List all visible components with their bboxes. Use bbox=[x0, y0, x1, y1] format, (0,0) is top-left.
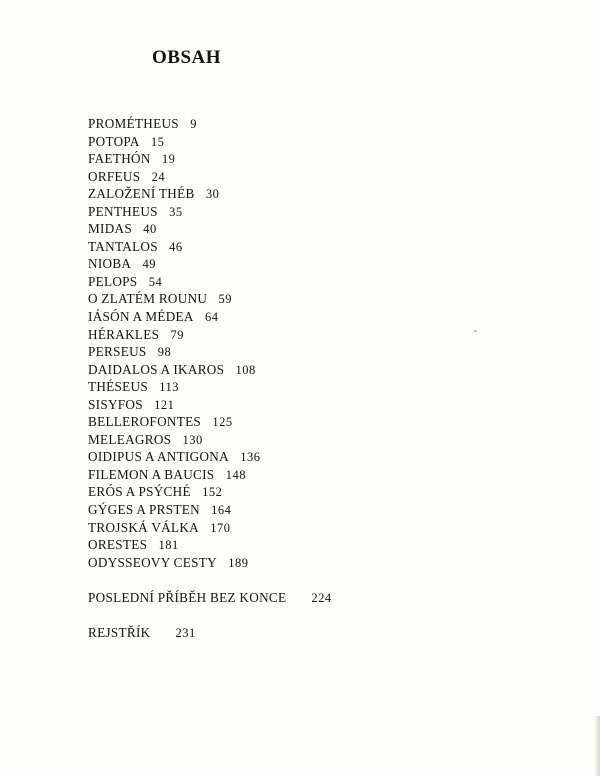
toc-entry-page: 224 bbox=[311, 591, 332, 605]
toc-entry bbox=[88, 238, 260, 256]
toc-entry-title: FAETHÓN bbox=[88, 151, 151, 167]
toc-entry-page: 30 bbox=[205, 187, 220, 202]
toc-entry-title: FILEMON A BAUCIS bbox=[88, 466, 215, 482]
toc-entry-page: 9 bbox=[190, 117, 197, 131]
toc-entry-title: ODYSSEOVY CESTY bbox=[88, 554, 217, 570]
toc-entry bbox=[88, 536, 260, 554]
toc-entry bbox=[88, 203, 260, 221]
toc-entry bbox=[88, 483, 260, 501]
toc-entry-page: 189 bbox=[228, 555, 249, 570]
toc-entry-title: ORESTES bbox=[88, 537, 148, 553]
toc-entry bbox=[88, 413, 260, 431]
toc-entry bbox=[88, 378, 260, 396]
toc-entry-title: OIDIPUS A ANTIGONA bbox=[88, 449, 229, 465]
toc-entry bbox=[88, 431, 260, 449]
toc-entry bbox=[88, 185, 260, 203]
toc-entry bbox=[88, 133, 260, 151]
toc-entry-page: 125 bbox=[212, 415, 233, 430]
toc-entry-title: POSLEDNÍ PŘÍBĚH BEZ KONCE bbox=[88, 590, 287, 605]
toc-entry bbox=[88, 308, 260, 326]
toc-entry-title: TANTALOS bbox=[88, 238, 158, 254]
table-of-contents bbox=[88, 115, 260, 571]
toc-entry bbox=[88, 255, 260, 273]
toc-entry-title: PENTHEUS bbox=[88, 203, 158, 219]
toc-entry-title: NIOBA bbox=[88, 256, 132, 272]
toc-entry-page: 130 bbox=[182, 432, 203, 447]
toc-entry-title: GÝGES A PRSTEN bbox=[88, 502, 200, 518]
toc-entry-title: ZALOŽENÍ THÉB bbox=[88, 186, 195, 202]
toc-entry-title: BELLEROFONTES bbox=[88, 414, 202, 430]
toc-entry bbox=[88, 466, 260, 484]
toc-entry-page: 170 bbox=[210, 520, 231, 535]
toc-entry-epilogue bbox=[88, 589, 332, 608]
toc-entry-page: 15 bbox=[150, 134, 165, 149]
toc-entry-page: 40 bbox=[143, 222, 157, 237]
toc-entry-page: 24 bbox=[151, 169, 166, 184]
toc-entry bbox=[88, 273, 260, 291]
toc-entry-page: 164 bbox=[211, 503, 232, 518]
toc-entry-title: REJSTŘÍK bbox=[88, 625, 151, 640]
toc-entry-page: 35 bbox=[169, 204, 183, 219]
toc-entry-page: 136 bbox=[240, 450, 261, 465]
toc-entry bbox=[88, 343, 260, 361]
toc-entry-page: 64 bbox=[205, 310, 219, 325]
toc-entry bbox=[88, 519, 260, 537]
toc-entry bbox=[88, 220, 260, 238]
toc-entry-title: SISYFOS bbox=[88, 396, 143, 412]
toc-entry-page: 79 bbox=[170, 327, 185, 342]
toc-entry bbox=[88, 501, 260, 519]
toc-entry-title: THÉSEUS bbox=[88, 379, 148, 395]
toc-entry-page: 49 bbox=[142, 257, 157, 272]
toc-entry-page: 59 bbox=[218, 292, 232, 307]
toc-entry-page: 54 bbox=[148, 274, 163, 289]
toc-entry-title: POTOPA bbox=[88, 133, 140, 149]
toc-entry bbox=[88, 554, 260, 572]
toc-entry-title: MELEAGROS bbox=[88, 431, 172, 447]
toc-entry-title: O ZLATÉM ROUNU bbox=[88, 291, 208, 307]
toc-entry-page: 98 bbox=[157, 345, 172, 360]
toc-entry bbox=[88, 396, 260, 414]
toc-entry bbox=[88, 448, 260, 466]
toc-entry-title: IÁSÓN A MÉDEA bbox=[88, 309, 194, 325]
toc-entry-title: PELOPS bbox=[88, 273, 138, 289]
page-edge-shadow bbox=[594, 716, 600, 776]
toc-entry-title: HÉRAKLES bbox=[88, 326, 160, 342]
toc-entry-title: PERSEUS bbox=[88, 344, 147, 360]
toc-entry bbox=[88, 326, 260, 344]
toc-entry bbox=[88, 115, 260, 133]
page-title: OBSAH bbox=[152, 47, 222, 68]
toc-entry bbox=[88, 290, 260, 308]
toc-entry-page: 181 bbox=[158, 538, 179, 553]
toc-entry-page: 19 bbox=[161, 152, 176, 167]
toc-entry-page: 152 bbox=[202, 485, 223, 500]
toc-entry bbox=[88, 168, 260, 186]
toc-entry-title: ORFEUS bbox=[88, 168, 141, 184]
toc-entry bbox=[88, 361, 260, 379]
toc-entry-title: PROMÉTHEUS bbox=[88, 116, 179, 131]
toc-entry-page: 121 bbox=[154, 397, 175, 412]
toc-entry-title: DAIDALOS A IKAROS bbox=[88, 361, 225, 377]
toc-entry-page: 113 bbox=[159, 380, 180, 395]
toc-entry-page: 46 bbox=[169, 239, 183, 254]
toc-entry bbox=[88, 150, 260, 168]
paper-speck bbox=[474, 330, 477, 332]
toc-entry-page: 108 bbox=[235, 362, 256, 377]
toc-entry-title: TROJSKÁ VÁLKA bbox=[88, 519, 199, 535]
toc-entry-title: ERÓS A PSÝCHÉ bbox=[88, 484, 191, 500]
toc-entry-page: 231 bbox=[175, 626, 196, 640]
toc-entry-title: MIDAS bbox=[88, 221, 132, 237]
toc-entry-page: 148 bbox=[225, 467, 246, 482]
toc-entry-index bbox=[88, 624, 196, 643]
